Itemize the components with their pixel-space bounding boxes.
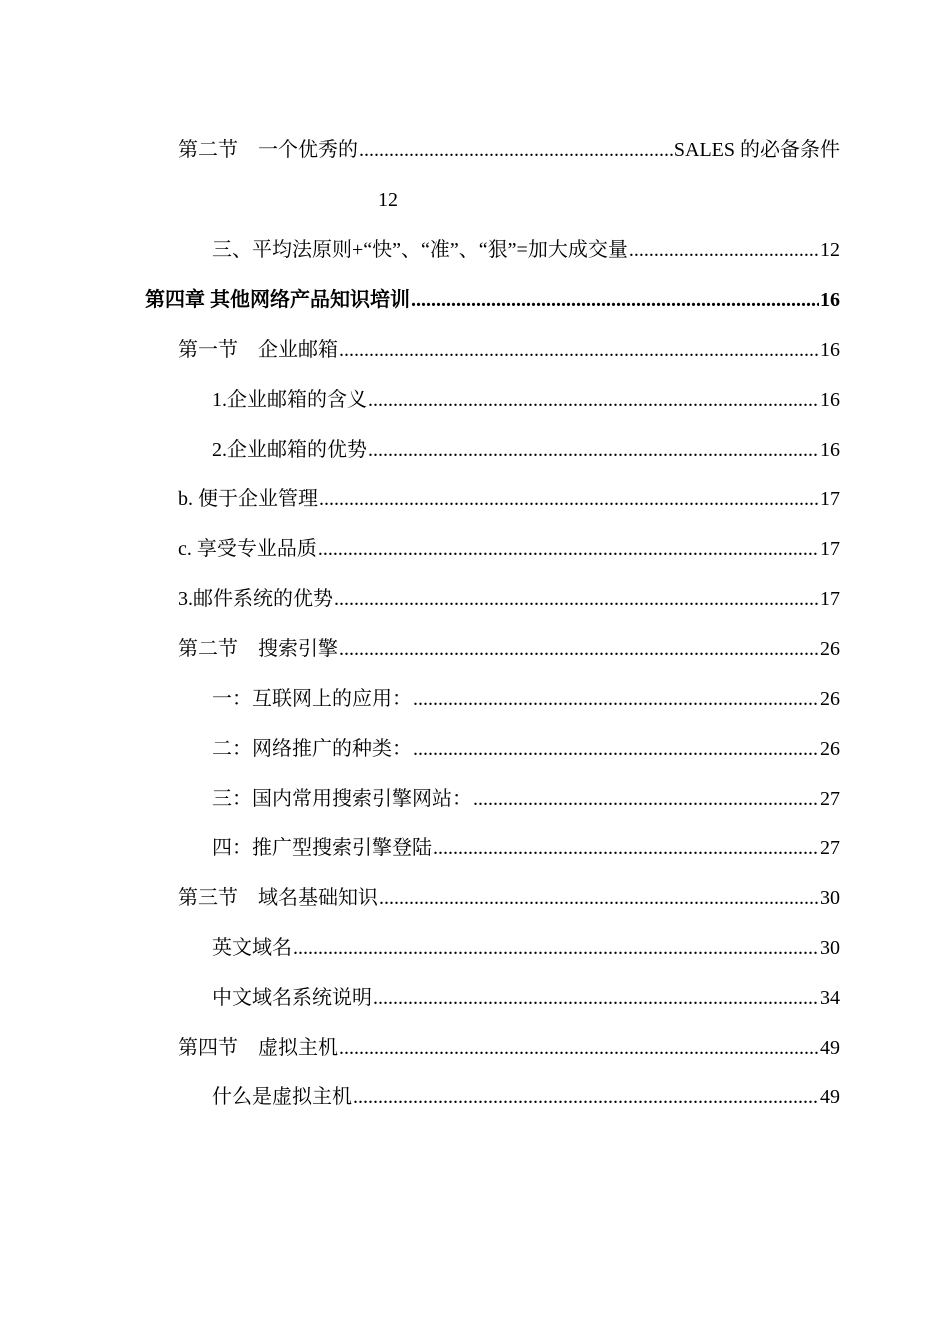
toc-leader	[368, 385, 819, 415]
toc-entry[interactable]	[212, 933, 840, 963]
toc-entry[interactable]	[178, 584, 840, 614]
toc-entry-page: 17	[820, 538, 840, 560]
toc-entry-page: 26	[820, 688, 840, 710]
toc-entry-title: 2.企业邮箱的优势	[212, 439, 367, 461]
toc-entry[interactable]	[212, 734, 840, 764]
toc-entry[interactable]	[178, 1033, 840, 1063]
toc-leader	[293, 933, 819, 963]
toc-entry-page: 30	[820, 937, 840, 959]
toc-chapter-entry[interactable]	[145, 285, 840, 315]
toc-entry-title: 第四章 其他网络产品知识培训	[145, 289, 410, 311]
toc-entry-title: 三：国内常用搜索引擎网站：	[212, 788, 472, 810]
toc-leader	[411, 285, 819, 315]
toc-leader	[353, 1082, 819, 1112]
toc-leader	[413, 684, 819, 714]
toc-entry-page-wrapped: 12	[378, 189, 398, 211]
toc-entry[interactable]	[178, 634, 840, 664]
toc-entry-page: 16	[820, 389, 840, 411]
toc-entry-page: 26	[820, 738, 840, 760]
toc-entry-title: 四：推广型搜索引擎登陆	[212, 837, 432, 859]
toc-entry-page: 26	[820, 638, 840, 660]
toc-entry-page: 17	[820, 588, 840, 610]
toc-entry-title: 一：互联网上的应用：	[212, 688, 412, 710]
toc-leader	[339, 335, 819, 365]
toc-entry-page: 17	[820, 488, 840, 510]
toc-entry[interactable]	[212, 983, 840, 1013]
toc-leader	[334, 584, 819, 614]
toc-entry[interactable]	[178, 883, 840, 913]
toc-entry[interactable]	[178, 484, 840, 514]
toc-entry-page: 16	[820, 439, 840, 461]
toc-entry[interactable]	[178, 335, 840, 365]
toc-entry-title: b. 便于企业管理	[178, 488, 318, 510]
toc-leader	[339, 634, 819, 664]
toc-entry-title: 第四节 虚拟主机	[178, 1037, 338, 1059]
toc-entry-page: 27	[820, 837, 840, 859]
toc-leader	[368, 435, 819, 465]
toc-entry-title: 第三节 域名基础知识	[178, 887, 378, 909]
toc-leader	[318, 534, 819, 564]
toc-entry-page: 30	[820, 887, 840, 909]
toc-entry[interactable]	[178, 534, 840, 564]
toc-entry-title: 二：网络推广的种类：	[212, 738, 412, 760]
toc-entry[interactable]	[212, 435, 840, 465]
toc-entry[interactable]	[212, 235, 840, 265]
toc-entry-title: 三、平均法原则+“快”、“准”、“狠”=加大成交量	[212, 239, 628, 261]
toc-entry-title: 第二节 一个优秀的	[178, 139, 358, 161]
toc-leader	[433, 833, 819, 863]
toc-entry-page: 34	[820, 987, 840, 1009]
toc-entry-page: 12	[820, 239, 840, 261]
toc-entry-title: 第一节 企业邮箱	[178, 339, 338, 361]
toc-entry-title: 1.企业邮箱的含义	[212, 389, 367, 411]
toc-leader	[379, 883, 819, 913]
toc-entry-title: 3.邮件系统的优势	[178, 588, 333, 610]
toc-entry[interactable]	[178, 135, 840, 165]
toc-entry[interactable]	[212, 1082, 840, 1112]
toc-entry[interactable]	[212, 833, 840, 863]
toc-leader	[373, 983, 819, 1013]
toc-entry-page: 49	[820, 1086, 840, 1108]
toc-leader	[319, 484, 819, 514]
toc-entry-page: 27	[820, 788, 840, 810]
toc-entry-page: SALES 的必备条件	[673, 139, 840, 161]
toc-entry-title: 英文域名	[212, 937, 292, 959]
toc-leader	[339, 1033, 819, 1063]
toc-leader	[359, 135, 673, 165]
toc-leader	[473, 784, 819, 814]
toc-entry[interactable]	[212, 385, 840, 415]
toc-leader	[413, 734, 819, 764]
toc-entry[interactable]	[212, 784, 840, 814]
toc-entry-title: c. 享受专业品质	[178, 538, 317, 560]
toc-entry-page: 49	[820, 1037, 840, 1059]
toc-entry-page: 16	[820, 289, 840, 311]
toc-entry-title: 什么是虚拟主机	[212, 1086, 352, 1108]
toc-entry-title: 中文域名系统说明	[212, 987, 372, 1009]
toc-entry[interactable]	[212, 684, 840, 714]
toc-entry-title: 第二节 搜索引擎	[178, 638, 338, 660]
toc-leader	[629, 235, 819, 265]
toc-entry-page: 16	[820, 339, 840, 361]
